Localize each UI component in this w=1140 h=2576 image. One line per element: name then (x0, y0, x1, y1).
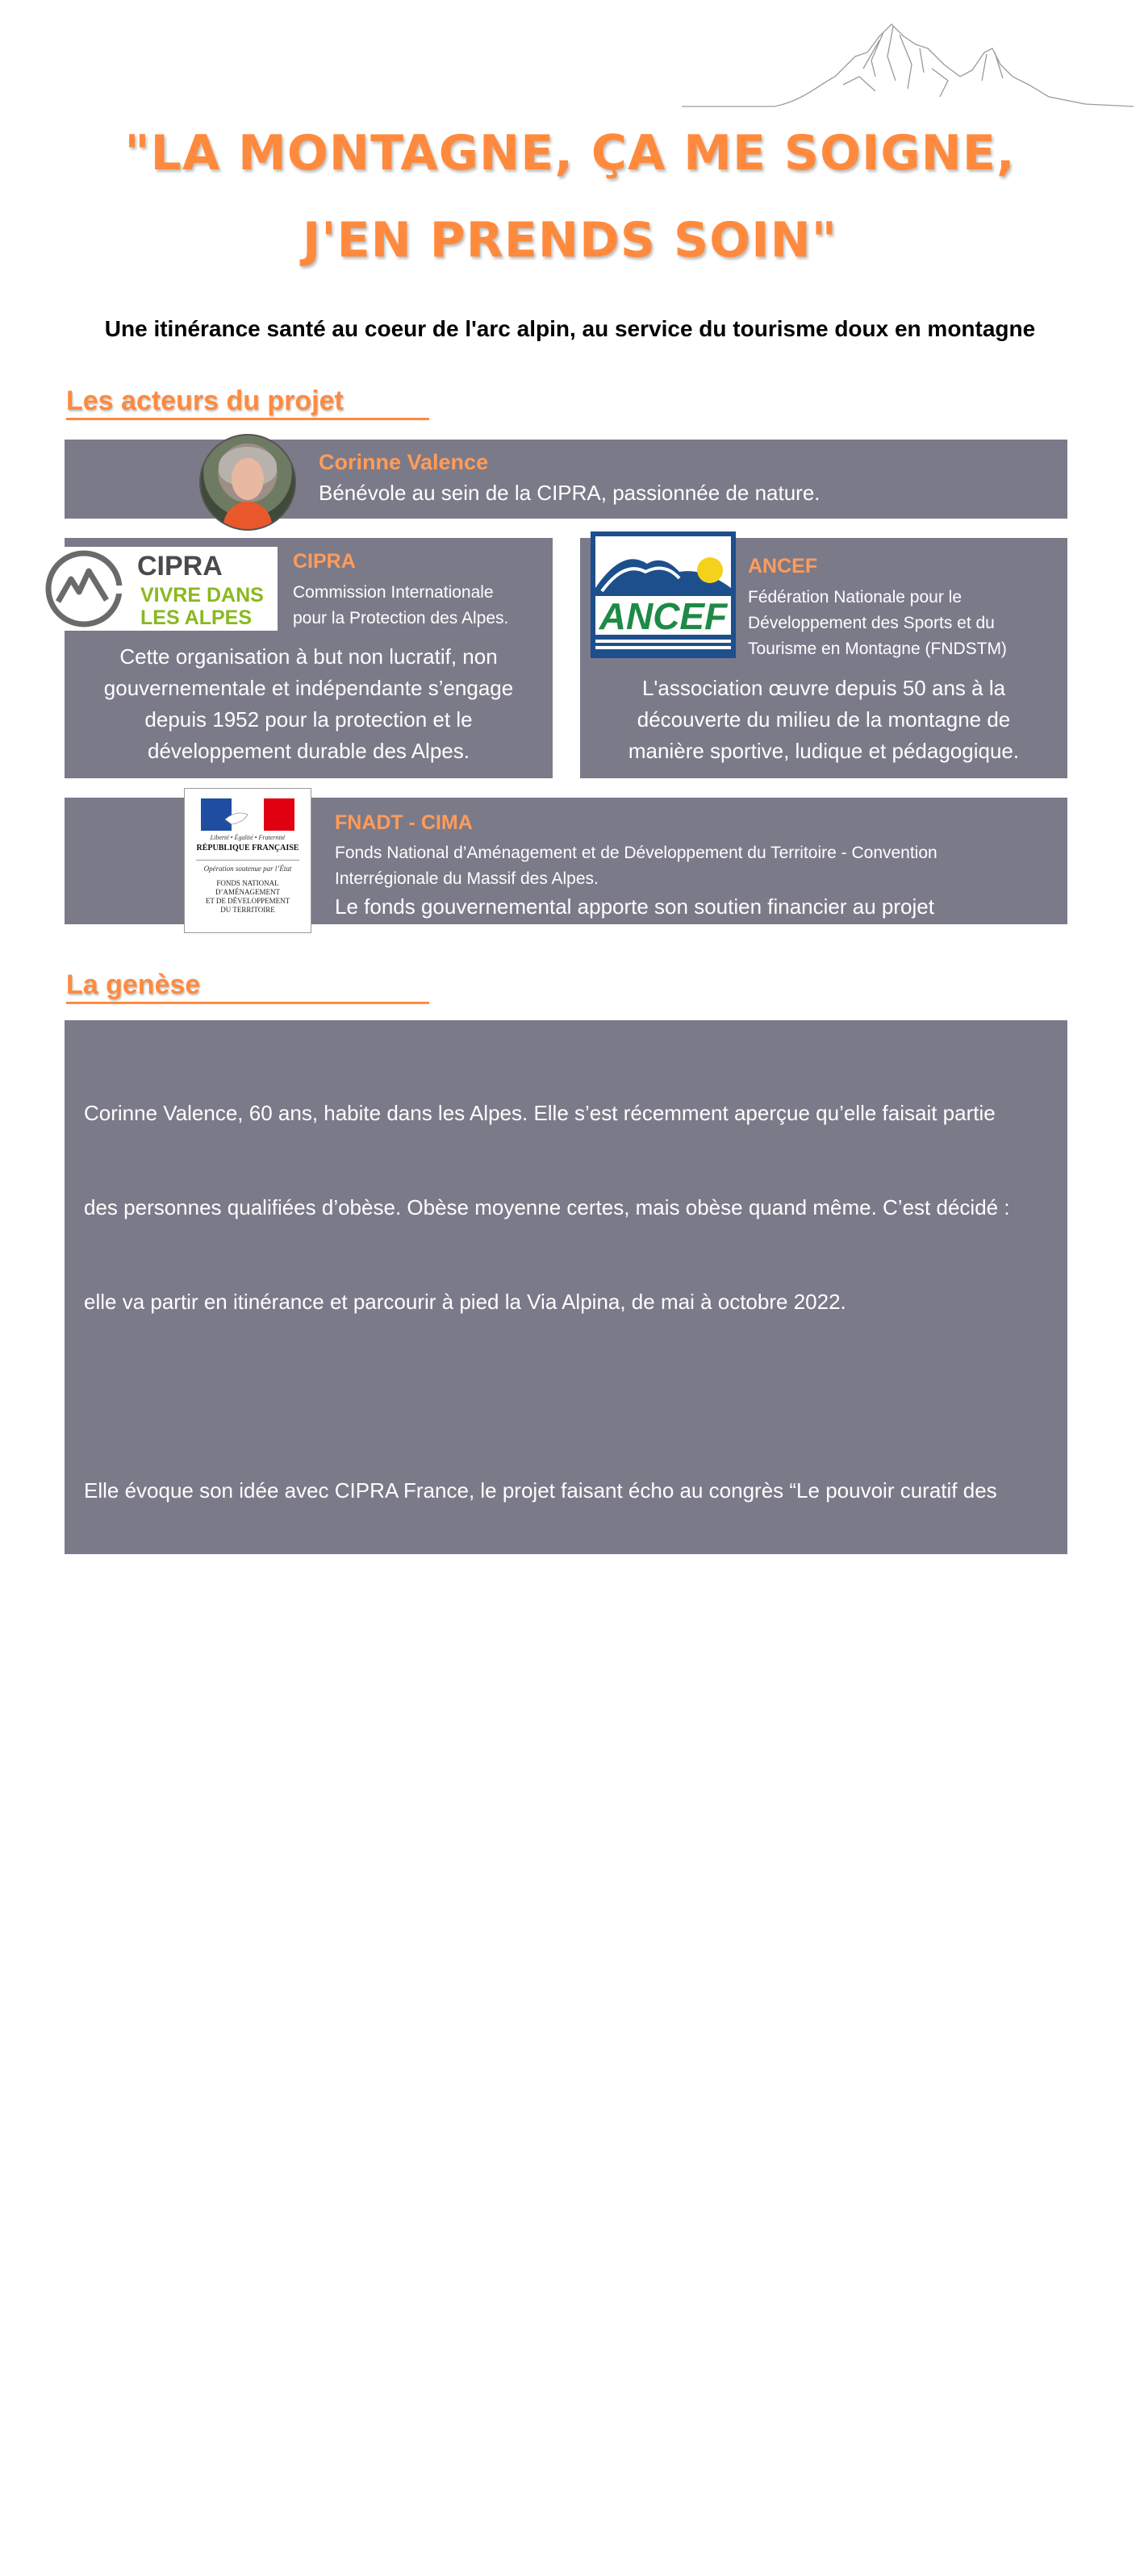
genesis-line: Corinne Valence, 60 ans, habite dans les Alpes. Elle s’est récemment aperçue qu’elle faisait partie (84, 1101, 996, 1125)
cipra-description-line: développement durable des Alpes. (148, 739, 470, 763)
main-title-line-2: J'EN PRENDS SOIN" (302, 212, 838, 269)
genesis-line: concrètes qui s’inscriront dans le temps, dans une démarche de préservation de l’environnement, (84, 2233, 994, 2257)
cipra-description-line: Cette organisation à but non lucratif, non (119, 644, 498, 669)
cipra-logo-title: CIPRA (137, 551, 223, 581)
ancef-full-name-line: Fédération Nationale pour le (748, 588, 963, 606)
mountain-line-drawing (682, 20, 1134, 109)
genesis-line: Le projet global a débuté en janvier 2022 et se déploie jusqu’en mai 2023. (84, 2516, 771, 2541)
cipra-description (65, 641, 553, 767)
genesis-line: des personnes qualifiées d’obèse. Obèse moyenne certes, mais obèse quand même. C’est décidé : (84, 1195, 1010, 1219)
marianne-flag-icon (201, 798, 294, 831)
subtitle: Une itinérance santé au coeur de l'arc alpin, au service du tourisme doux en montagne (104, 316, 1036, 341)
corinne-name: Corinne Valence (319, 450, 489, 474)
genesis-line: Alpes” que la CIPRA a animé avec le réseau Alliance dans les Alpes. (84, 1573, 724, 1597)
genesis-line: De son côté, l’ANCEF souhaite développer le concept de slow-tourisme. Elle a aussi pour volonté (84, 1761, 989, 1786)
ancef-description-line: manière sportive, ludique et pédagogique. (628, 739, 1020, 763)
genesis-line (84, 1664, 1060, 1695)
cipra-name: CIPRA (293, 550, 356, 573)
republique-francaise-logo (184, 788, 311, 933)
corinne-portrait (199, 434, 296, 531)
fnadt-logo-line: DU TERRITOIRE (220, 906, 275, 914)
ancef-logo (591, 531, 736, 658)
fnadt-logo-line: FONDS NATIONAL (216, 879, 279, 887)
main-title-line-1: "LA MONTAGNE, ÇA ME SOIGNE, (124, 125, 1016, 181)
cipra-full-name-line: Commission Internationale (293, 583, 494, 602)
genesis-line (84, 2419, 1060, 2450)
genesis-line (84, 1381, 1060, 1412)
fnadt-description: Le fonds gouvernemental apporte son soutien financier au projet (335, 894, 934, 919)
fnadt-full-name-line: Interrégionale du Massif des Alpes. (335, 869, 599, 888)
cipra-logo (42, 547, 278, 631)
ancef-full-name-line: Développement des Sports et du (748, 614, 995, 632)
genesis-line (84, 2041, 1060, 2073)
genesis-line: écologique dans son offre touristique de séjours tout compris de sports de nature en montagne. (84, 1950, 970, 1974)
section-title-genesis: La genèse (66, 969, 201, 1000)
ancef-name: ANCEF (748, 555, 818, 577)
section-title-actors: Les acteurs du projet (66, 386, 344, 416)
ancef-full-name-line: Tourisme en Montagne (FNDSTM) (748, 640, 1007, 658)
cipra-full-name-line: pour la Protection des Alpes. (293, 609, 509, 627)
cipra-full-name (293, 580, 508, 631)
fnadt-full-name-line: Fonds National d’Aménagement et de Développement du Territoire - Convention (335, 844, 937, 862)
genesis-line: Elle évoque son idée avec CIPRA France, le projet faisant écho au congrès “Le pouvoir curatif des (84, 1478, 997, 1503)
logo-divider (196, 860, 299, 861)
genesis-line: elle va partir en itinérance et parcourir à pied la Via Alpina, de mai à octobre 2022. (84, 1290, 846, 1314)
fnadt-name: FNADT - CIMA (335, 811, 473, 834)
section-underline (66, 418, 429, 420)
corinne-description: Bénévole au sein de la CIPRA, passionnée de nature. (319, 481, 821, 505)
ancef-description-line: découverte du milieu de la montagne de (637, 707, 1011, 732)
fnadt-logo-line: D’AMÉNAGEMENT (215, 888, 280, 896)
cipra-description-line: depuis 1952 pour la protection et le (144, 707, 473, 732)
fnadt-logo-name (185, 879, 311, 915)
fnadt-logo-line: ET DE DÉVELOPPEMENT (205, 897, 290, 905)
genesis-line: de promouvoir la diversification touristique et économique « 4 saisons », ainsi que la transition (84, 1856, 958, 1880)
cipra-mountain-icon (42, 547, 126, 631)
section-underline (66, 1002, 429, 1004)
genesis-line: de résilience des territoires et du tourisme vis-à-vis du changement climatique. (84, 2328, 813, 2352)
cipra-logo-tagline-2: LES ALPES (140, 606, 252, 629)
ancef-description (580, 673, 1067, 767)
genesis-line: La rencontre et la concertation de ces acteurs fait naître la volonté de mener des actions (84, 2139, 905, 2163)
republique-name: RÉPUBLIQUE FRANÇAISE (196, 844, 299, 852)
cipra-logo-tagline-1: VIVRE DANS (140, 584, 264, 606)
ancef-logo-text: ANCEF (599, 595, 728, 637)
operation-soutenue: Opération soutenue par l’État (203, 865, 292, 873)
ancef-full-name (748, 585, 1007, 662)
republique-motto: Liberté • Égalité • Fraternité (210, 834, 286, 841)
cipra-description-line: gouvernementale et indépendante s’engage (103, 676, 514, 700)
ancef-description-line: L'association œuvre depuis 50 ans à la (641, 676, 1006, 700)
genesis-text (84, 1035, 1060, 2576)
fnadt-full-name (335, 840, 937, 892)
